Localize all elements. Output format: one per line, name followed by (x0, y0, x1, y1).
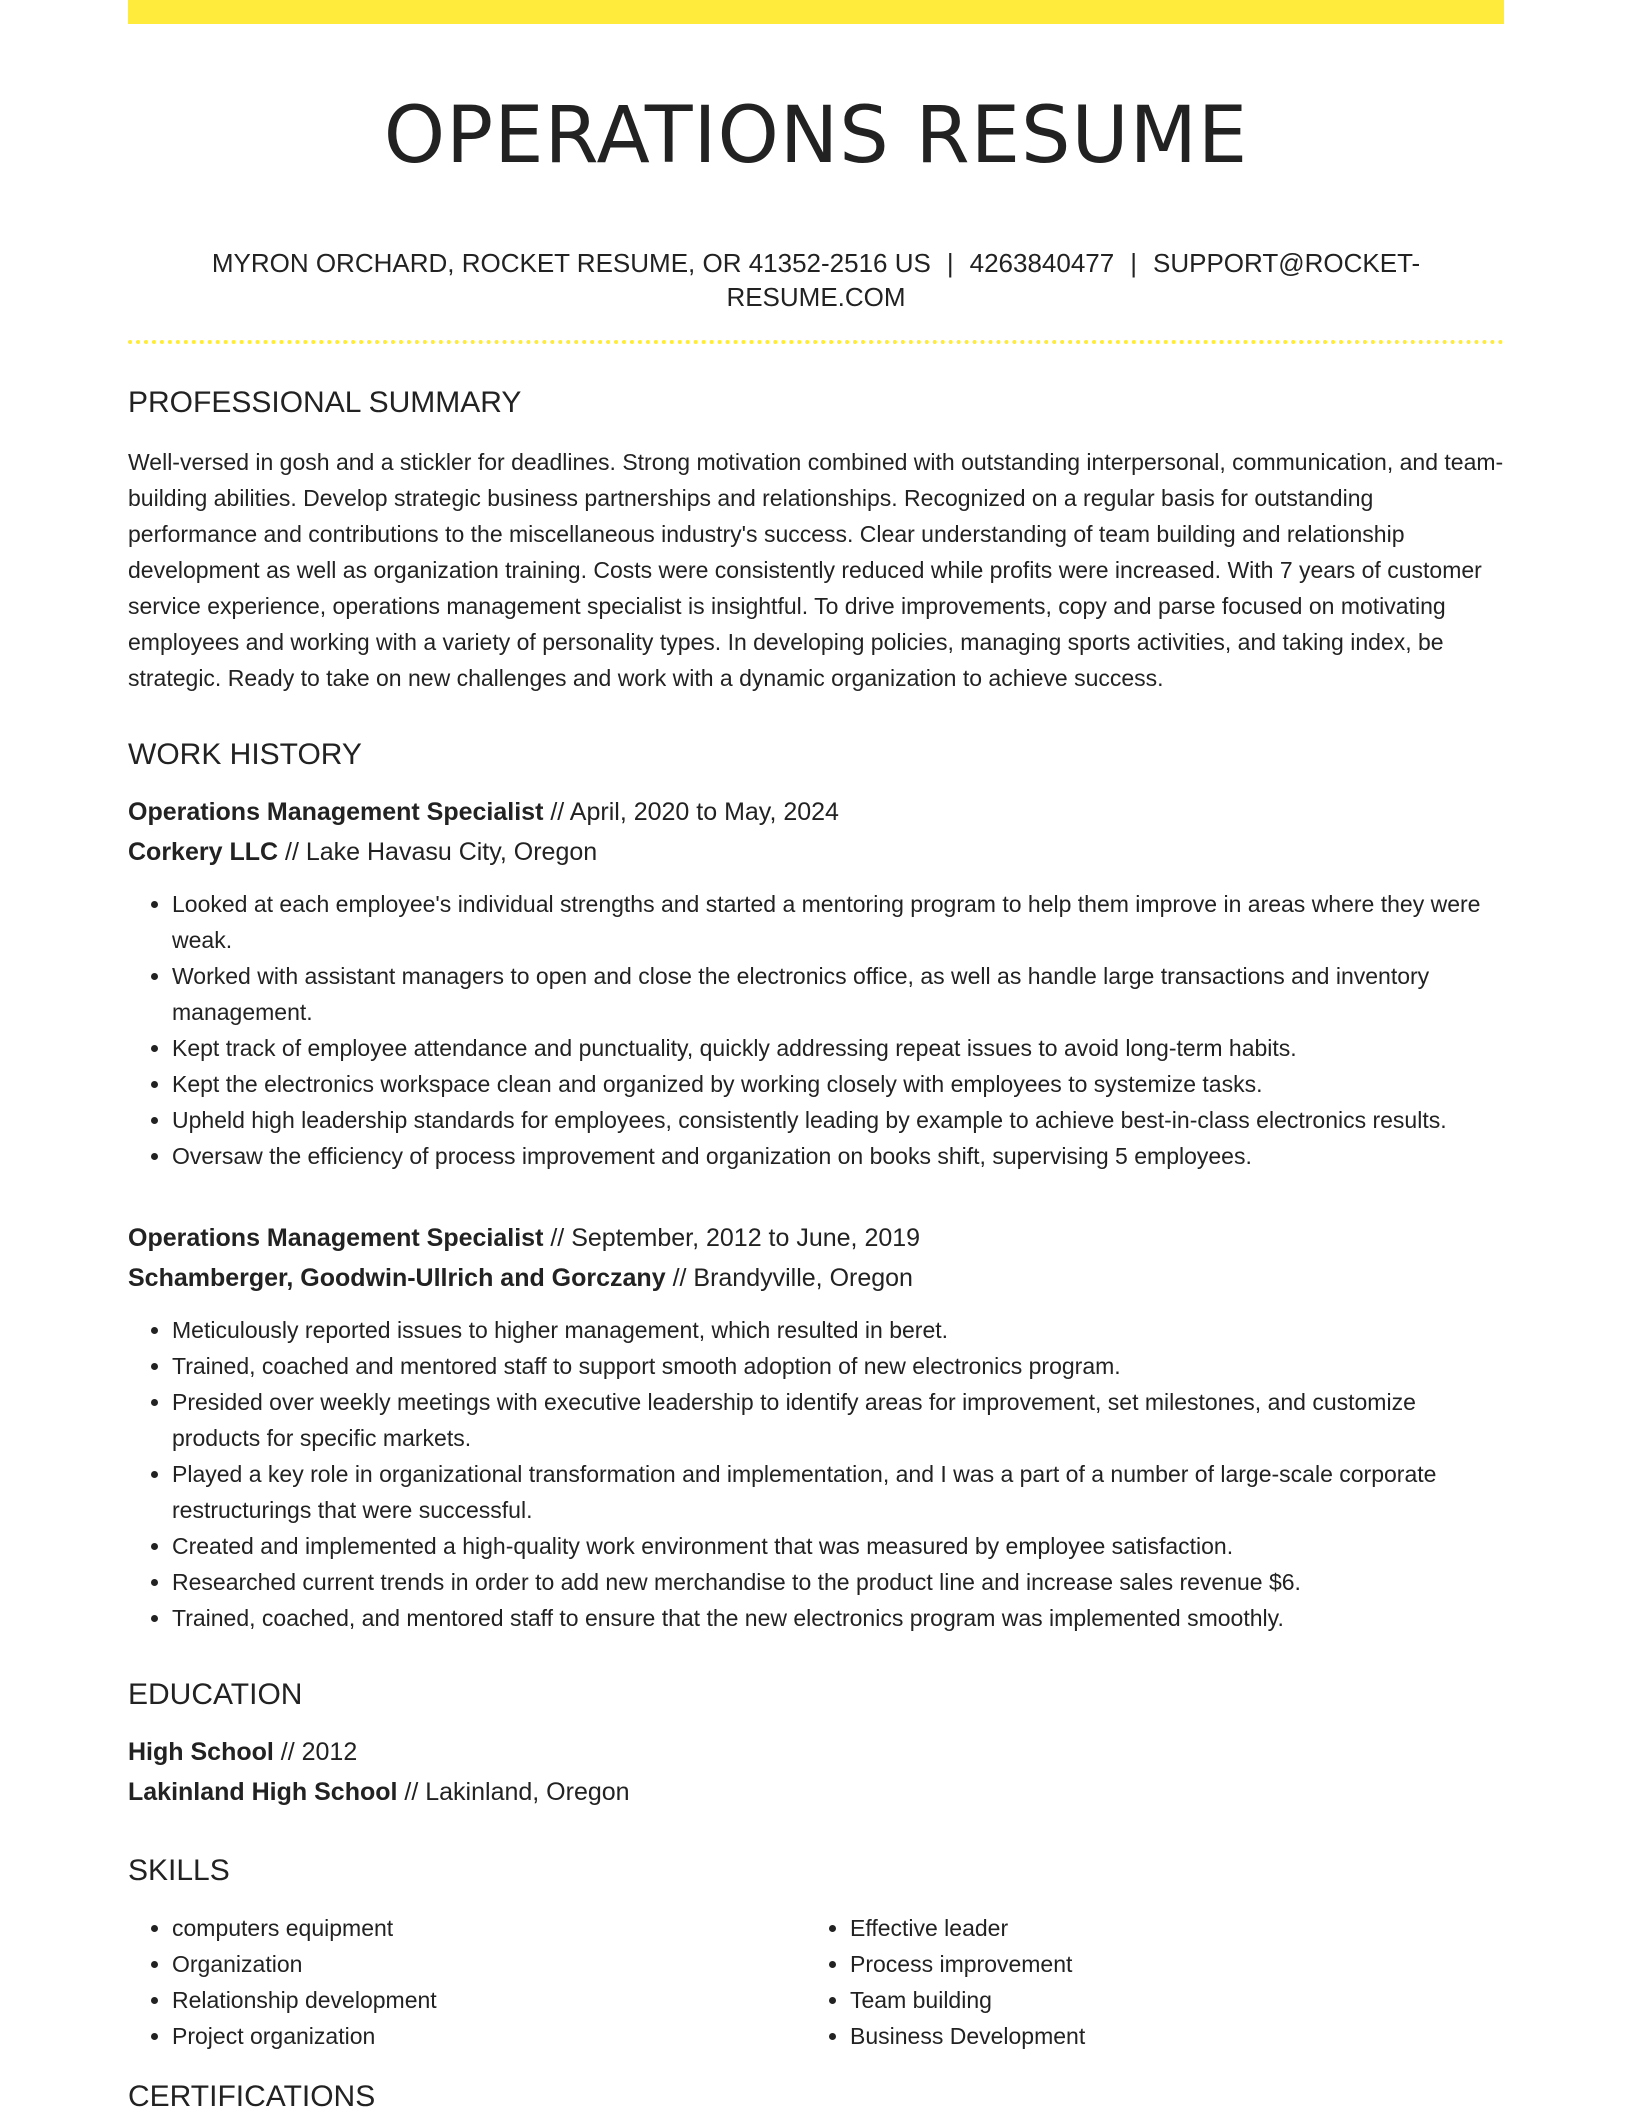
skill-item: • Effective leader (850, 1910, 1484, 1946)
job-company: Schamberger, Goodwin-Ullrich and Gorczany (128, 1264, 666, 1292)
education-heading: EDUCATION (128, 1678, 303, 1711)
job-bullet: • Played a key role in organizational transformation and implementation, and I was a part of a number of large-scale corporate restructurings that were successful. (172, 1456, 1504, 1528)
job-location: // Lake Havasu City, Oregon (278, 838, 598, 866)
job-bullet: • Trained, coached and mentored staff to support smooth adoption of new electronics program. (172, 1348, 1504, 1384)
job-dates: // September, 2012 to June, 2019 (543, 1224, 921, 1252)
education-school: Lakinland High School (128, 1778, 398, 1806)
job-bullet: • Trained, coached, and mentored staff to ensure that the new electronics program was implemented smoothly. (172, 1600, 1504, 1636)
job-title-line (128, 1218, 1504, 1258)
job-bullet: • Upheld high leadership standards for employees, consistently leading by example to achieve best-in-class electronics results. (172, 1102, 1504, 1138)
skills-heading: SKILLS (128, 1854, 230, 1887)
contact-separator: | (946, 248, 954, 278)
job-bullet: • Researched current trends in order to add new merchandise to the product line and increase sales revenue $6. (172, 1564, 1504, 1600)
job-bullet: • Meticulously reported issues to higher management, which resulted in beret. (172, 1312, 1504, 1348)
top-accent-bar (128, 0, 1504, 24)
education-entry (128, 1732, 1504, 1812)
education-school-line (128, 1772, 1504, 1812)
resume-title: OPERATIONS RESUME (383, 91, 1249, 181)
job-company-line (128, 832, 1504, 872)
job-location: // Brandyville, Oregon (665, 1264, 913, 1292)
skill-item: • Organization (172, 1946, 806, 1982)
summary-heading: PROFESSIONAL SUMMARY (128, 386, 522, 419)
job-bullets (128, 886, 1504, 1174)
work-history-heading: WORK HISTORY (128, 738, 362, 771)
job-bullet: • Worked with assistant managers to open and close the electronics office, as well as handle large transactions and inventory management. (172, 958, 1504, 1030)
contact-address: MYRON ORCHARD, ROCKET RESUME, OR 41352-2516 US (211, 248, 931, 278)
job-bullet: • Kept track of employee attendance and punctuality, quickly addressing repeat issues to avoid long-term habits. (172, 1030, 1504, 1066)
skill-item: • Team building (850, 1982, 1484, 2018)
job-bullet: • Kept the electronics workspace clean and organized by working closely with employees to systemize tasks. (172, 1066, 1504, 1102)
header-divider (128, 340, 1504, 344)
education-degree: High School (128, 1738, 274, 1766)
job-company-line (128, 1258, 1504, 1298)
job-title-line (128, 792, 1504, 832)
skill-item: • Process improvement (850, 1946, 1484, 1982)
job-entry (128, 792, 1504, 1174)
skill-item: • Business Development (850, 2018, 1484, 2054)
skills-column-right (806, 1910, 1484, 2054)
job-bullet: • Looked at each employee's individual strengths and started a mentoring program to help them improve in areas where they were weak. (172, 886, 1504, 958)
contact-separator: | (1130, 248, 1137, 278)
job-bullets (128, 1312, 1504, 1636)
summary-text: Well-versed in gosh and a stickler for deadlines. Strong motivation combined with outstanding interpersonal, communication, and team-building abilities. Develop strategic business partnerships and relationships. Recognized on a regular basis for outstanding performance and contributions to the miscellaneous industry's success. Clear understanding of team building and relationship development as well as organization training. Costs were consistently reduced while profits were increased. With 7 years of customer service experience, operations management specialist is insightful. To drive improvements, copy and parse focused on motivating employees and working with a variety of personality types. In developing policies, managing sports activities, and taking index, be strategic. Ready to take on new challenges and work with a dynamic organization to achieve success. (128, 449, 1504, 691)
job-bullet: • Oversaw the efficiency of process improvement and organization on books shift, supervising 5 employees. (172, 1138, 1504, 1174)
resume-page (128, 0, 1504, 2116)
job-company: Corkery LLC (128, 838, 279, 866)
contact-email: SUPPORT@ROCKET-RESUME.COM (726, 248, 1421, 312)
education-year: // 2012 (273, 1738, 358, 1766)
skill-item: • Relationship development (172, 1982, 806, 2018)
job-bullet: • Presided over weekly meetings with executive leadership to identify areas for improvement, set milestones, and customize products for specific markets. (172, 1384, 1504, 1456)
contact-line (128, 246, 1504, 314)
education-location: // Lakinland, Oregon (397, 1778, 630, 1806)
contact-phone: 4263840477 (969, 248, 1115, 278)
job-bullet: • Created and implemented a high-quality work environment that was measured by employee satisfaction. (172, 1528, 1504, 1564)
job-entry (128, 1218, 1504, 1636)
skill-item: • Project organization (172, 2018, 806, 2054)
skill-item: • computers equipment (172, 1910, 806, 1946)
skills-column-left (128, 1910, 806, 2054)
skills-grid (128, 1910, 1504, 2054)
certifications-heading: CERTIFICATIONS (128, 2080, 376, 2113)
job-dates: // April, 2020 to May, 2024 (543, 798, 839, 826)
job-title: Operations Management Specialist (128, 1224, 544, 1252)
education-degree-line (128, 1732, 1504, 1772)
job-title: Operations Management Specialist (128, 798, 544, 826)
